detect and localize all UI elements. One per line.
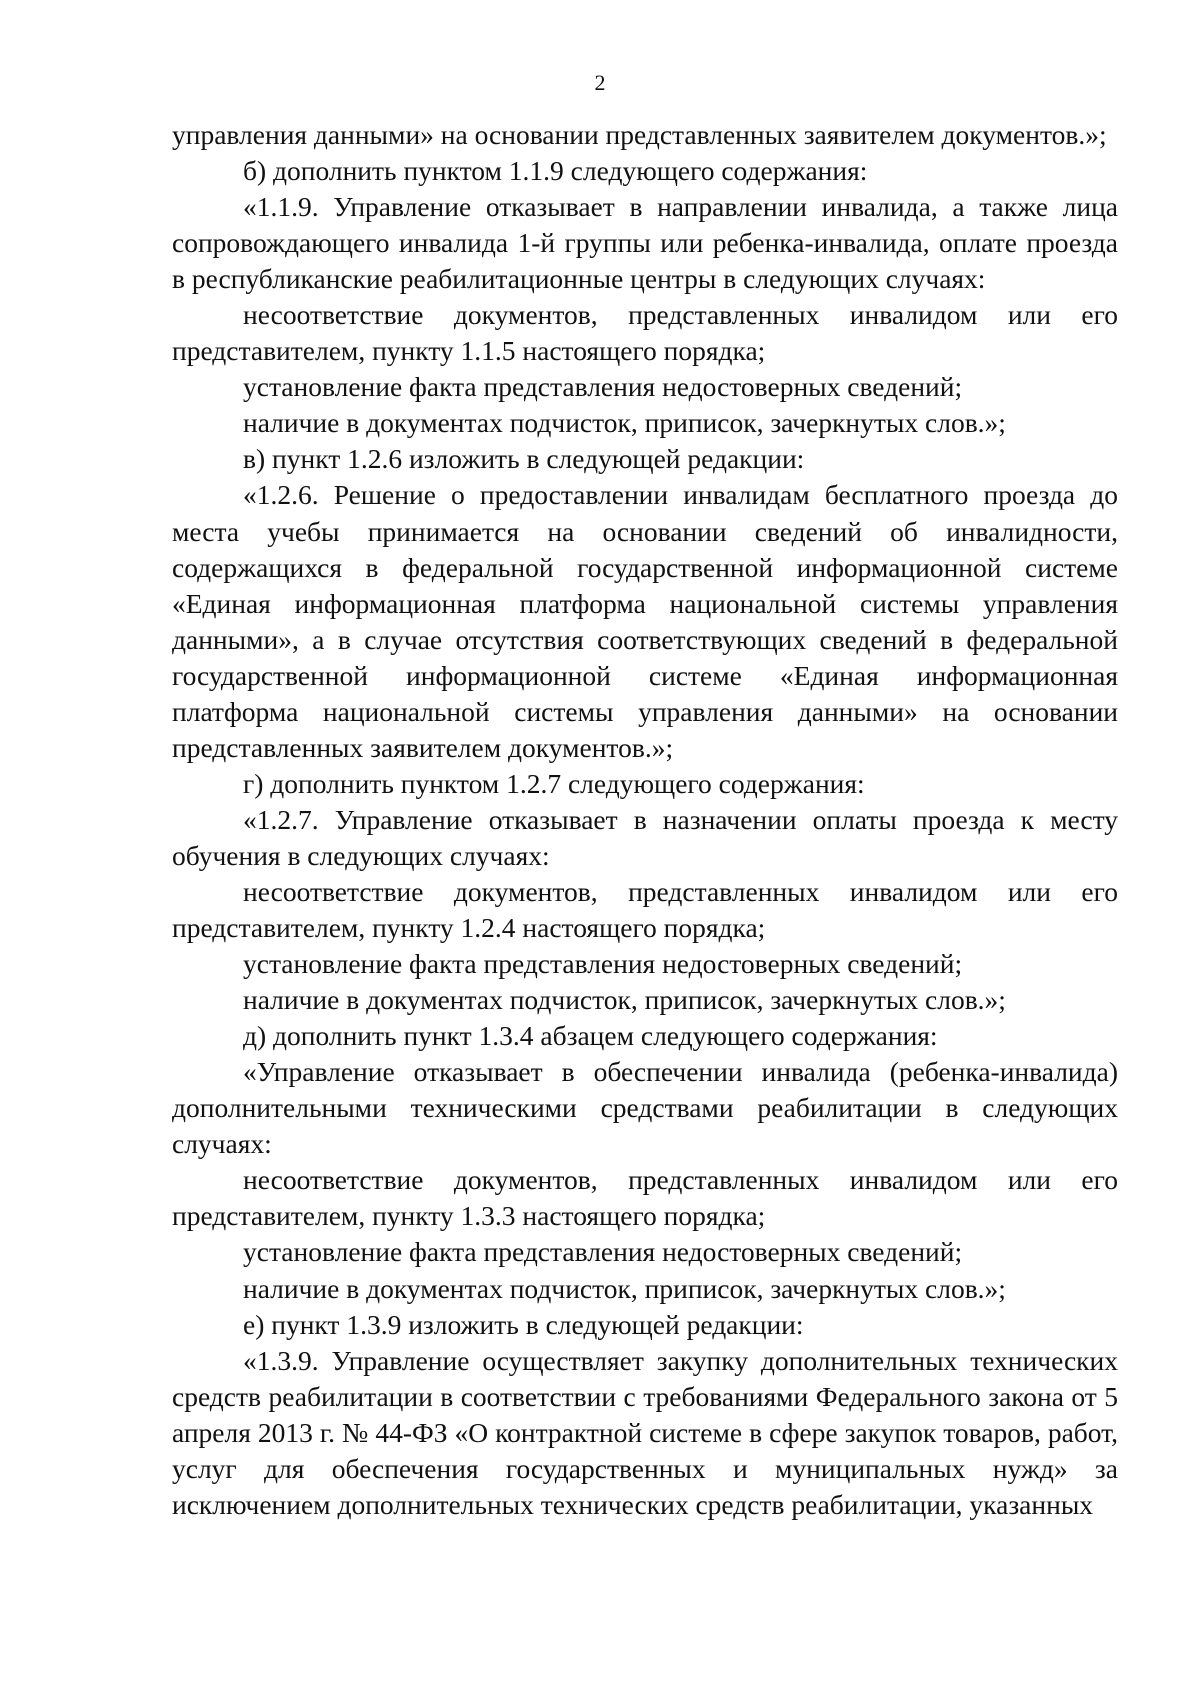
paragraph-item-1-3-9: «1.3.9. Управление осуществляет закупку дополнительных технических средств реабилитации в соответствии с требованиями Федерального закона от 5 апреля 2013 г. № 44-ФЗ «О контрактной системе в сфере закупок товаров, работ, услуг для обеспечения государственных и муниципальных нужд» за исключением дополнительных технических средств реабилитации, указанных xyxy=(172,1344,1118,1520)
page-number: 2 xyxy=(594,70,606,95)
paragraph-item-1-1-9: «1.1.9. Управление отказывает в направлении инвалида, а также лица сопровождающего инвалида 1-й группы или ребенка-инвалида, оплате проезда в республиканские реабилитационные центры в следующих случаях: xyxy=(172,191,1118,295)
document-body xyxy=(172,117,1118,1523)
paragraph-refusal-ground: несоответствие документов, представленных инвалидом или его представителем, пункту 1.3.3 настоящего порядка; xyxy=(172,1164,1118,1232)
paragraph-amendment-v: в) пункт 1.2.6 изложить в следующей редакции: xyxy=(243,443,805,475)
paragraph-refusal-ground: установление факта представления недостоверных сведений; xyxy=(243,1236,963,1268)
paragraph-continuation: управления данными» на основании представленных заявителем документов.»; xyxy=(172,119,1107,150)
paragraph-item-1-2-6: «1.2.6. Решение о предоставлении инвалидам бесплатного проезда до места учебы принимается на основании сведений об инвалидности, содержащихся в федеральной государственной информационной системе «Единая информационная платформа национальной системы управления данными», а в случае отсутствия соответствующих сведений в федеральной государственной информационной системе «Единая информационная платформа национальной системы управления данными» на основании представленных заявителем документов.»; xyxy=(172,479,1118,763)
paragraph-refusal-ground: несоответствие документов, представленных инвалидом или его представителем, пункту 1.2.4 настоящего порядка; xyxy=(172,875,1118,944)
paragraph-refusal-ground: несоответствие документов, представленных инвалидом или его представителем, пункту 1.1.5 настоящего порядка; xyxy=(172,299,1118,367)
paragraph-refusal-ground: установление факта представления недостоверных сведений; xyxy=(243,948,963,980)
paragraph-refusal-ground: наличие в документах подчисток, приписок, зачеркнутых слов.»; xyxy=(243,407,1006,439)
paragraph-refusal-ground: наличие в документах подчисток, приписок, зачеркнутых слов.»; xyxy=(243,984,1006,1016)
paragraph-item-1-2-7: «1.2.7. Управление отказывает в назначении оплаты проезда к месту обучения в следующих случаях: xyxy=(172,803,1118,871)
paragraph-refusal-ground: наличие в документах подчисток, приписок, зачеркнутых слов.»; xyxy=(243,1272,1006,1304)
paragraph-amendment-b: б) дополнить пунктом 1.1.9 следующего содержания: xyxy=(243,155,868,187)
paragraph-refusal-ground: установление факта представления недостоверных сведений; xyxy=(243,371,963,403)
paragraph-amendment-d: д) дополнить пункт 1.3.4 абзацем следующего содержания: xyxy=(243,1020,938,1052)
paragraph-amendment-e: е) пункт 1.3.9 изложить в следующей редакции: xyxy=(243,1308,804,1340)
paragraph-amendment-g: г) дополнить пунктом 1.2.7 следующего содержания: xyxy=(243,767,865,799)
paragraph-item-1-3-4-addition: «Управление отказывает в обеспечении инвалида (ребенка-инвалида) дополнительными техническими средствами реабилитации в следующих случаях: xyxy=(172,1056,1118,1160)
